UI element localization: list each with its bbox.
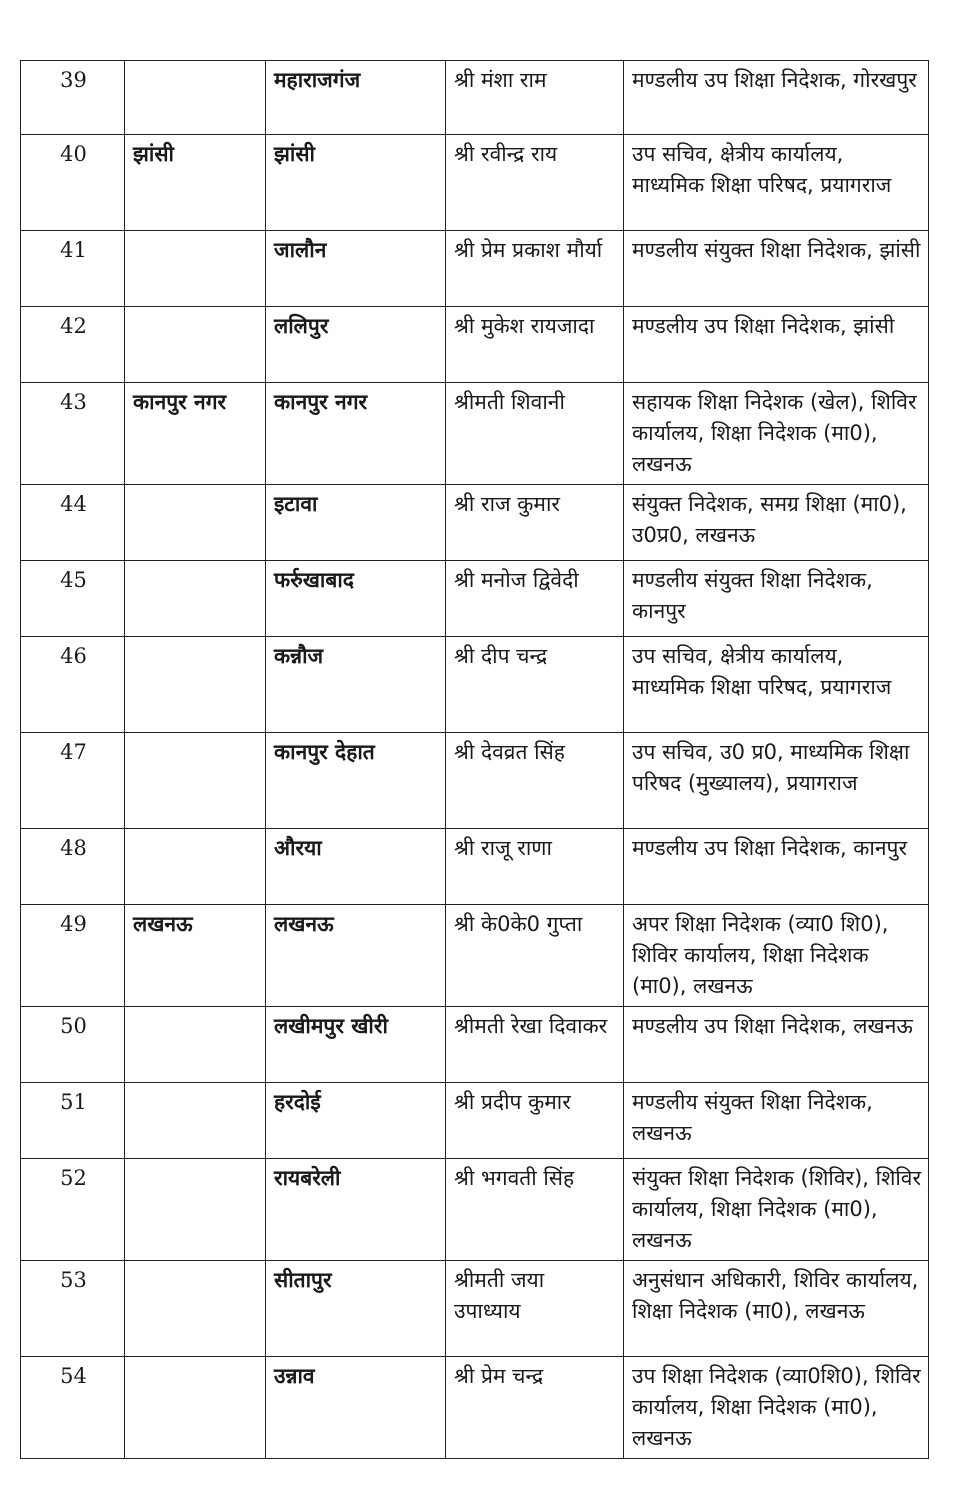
- officer-name-cell: श्री राजू राणा: [446, 829, 624, 905]
- district-cell: लखीमपुर खीरी: [266, 1007, 446, 1083]
- district-cell: कानपुर देहात: [266, 733, 446, 829]
- table-row: [21, 61, 929, 135]
- table-row: [21, 733, 929, 829]
- division-cell: [125, 61, 266, 135]
- division-cell: [125, 829, 266, 905]
- officer-name-cell: श्री राज कुमार: [446, 485, 624, 561]
- serial-number-cell: 46: [21, 637, 125, 733]
- district-cell: रायबरेली: [266, 1159, 446, 1261]
- designation-cell: सहायक शिक्षा निदेशक (खेल), शिविर कार्यालय, शिक्षा निदेशक (मा0), लखनऊ: [624, 383, 929, 485]
- officer-name-cell: श्री रवीन्द्र राय: [446, 135, 624, 231]
- table-row: [21, 135, 929, 231]
- table-row: [21, 561, 929, 637]
- designation-cell: मण्डलीय संयुक्त शिक्षा निदेशक, कानपुर: [624, 561, 929, 637]
- designation-cell: संयुक्त शिक्षा निदेशक (शिविर), शिविर कार्यालय, शिक्षा निदेशक (मा0), लखनऊ: [624, 1159, 929, 1261]
- table-row: [21, 637, 929, 733]
- district-cell: इटावा: [266, 485, 446, 561]
- officer-name-cell: श्री दीप चन्द्र: [446, 637, 624, 733]
- table-row: [21, 905, 929, 1007]
- designation-cell: मण्डलीय संयुक्त शिक्षा निदेशक, झांसी: [624, 231, 929, 307]
- district-cell: ललिपुर: [266, 307, 446, 383]
- division-cell: [125, 637, 266, 733]
- table-row: [21, 1159, 929, 1261]
- serial-number-cell: 44: [21, 485, 125, 561]
- designation-cell: मण्डलीय उप शिक्षा निदेशक, कानपुर: [624, 829, 929, 905]
- district-cell: जालौन: [266, 231, 446, 307]
- division-cell: [125, 231, 266, 307]
- division-cell: लखनऊ: [125, 905, 266, 1007]
- officer-assignment-table: [20, 60, 929, 1459]
- officer-name-cell: श्री देवव्रत सिंह: [446, 733, 624, 829]
- division-cell: झांसी: [125, 135, 266, 231]
- serial-number-cell: 47: [21, 733, 125, 829]
- serial-number-cell: 43: [21, 383, 125, 485]
- designation-cell: मण्डलीय उप शिक्षा निदेशक, झांसी: [624, 307, 929, 383]
- officer-name-cell: श्री मुकेश रायजादा: [446, 307, 624, 383]
- officer-name-cell: श्री प्रेम चन्द्र: [446, 1357, 624, 1459]
- designation-cell: उप सचिव, क्षेत्रीय कार्यालय, माध्यमिक शिक्षा परिषद, प्रयागराज: [624, 637, 929, 733]
- table-row: [21, 1357, 929, 1459]
- table-row: [21, 383, 929, 485]
- serial-number-cell: 40: [21, 135, 125, 231]
- serial-number-cell: 54: [21, 1357, 125, 1459]
- serial-number-cell: 50: [21, 1007, 125, 1083]
- district-cell: लखनऊ: [266, 905, 446, 1007]
- district-cell: फर्रुखाबाद: [266, 561, 446, 637]
- district-cell: हरदोई: [266, 1083, 446, 1159]
- serial-number-cell: 48: [21, 829, 125, 905]
- serial-number-cell: 42: [21, 307, 125, 383]
- designation-cell: मण्डलीय उप शिक्षा निदेशक, गोरखपुर: [624, 61, 929, 135]
- serial-number-cell: 39: [21, 61, 125, 135]
- serial-number-cell: 45: [21, 561, 125, 637]
- officer-name-cell: श्रीमती शिवानी: [446, 383, 624, 485]
- division-cell: [125, 1083, 266, 1159]
- designation-cell: उप सचिव, उ0 प्र0, माध्यमिक शिक्षा परिषद (मुख्यालय), प्रयागराज: [624, 733, 929, 829]
- serial-number-cell: 51: [21, 1083, 125, 1159]
- serial-number-cell: 49: [21, 905, 125, 1007]
- district-cell: सीतापुर: [266, 1261, 446, 1357]
- district-cell: औरया: [266, 829, 446, 905]
- serial-number-cell: 41: [21, 231, 125, 307]
- officer-name-cell: श्री भगवती सिंह: [446, 1159, 624, 1261]
- serial-number-cell: 52: [21, 1159, 125, 1261]
- officer-name-cell: श्री मनोज द्विवेदी: [446, 561, 624, 637]
- division-cell: [125, 1007, 266, 1083]
- division-cell: [125, 1159, 266, 1261]
- designation-cell: उप शिक्षा निदेशक (व्या0शि0), शिविर कार्यालय, शिक्षा निदेशक (मा0), लखनऊ: [624, 1357, 929, 1459]
- officer-name-cell: श्री प्रेम प्रकाश मौर्या: [446, 231, 624, 307]
- district-cell: कन्नौज: [266, 637, 446, 733]
- division-cell: [125, 733, 266, 829]
- division-cell: [125, 307, 266, 383]
- officer-name-cell: श्रीमती जया उपाध्याय: [446, 1261, 624, 1357]
- division-cell: [125, 1357, 266, 1459]
- serial-number-cell: 53: [21, 1261, 125, 1357]
- table-row: [21, 231, 929, 307]
- table-row: [21, 1083, 929, 1159]
- designation-cell: संयुक्त निदेशक, समग्र शिक्षा (मा0), उ0प्र0, लखनऊ: [624, 485, 929, 561]
- table-body: [21, 61, 929, 1459]
- officer-name-cell: श्री प्रदीप कुमार: [446, 1083, 624, 1159]
- officer-name-cell: श्री मंशा राम: [446, 61, 624, 135]
- table-row: [21, 829, 929, 905]
- district-cell: झांसी: [266, 135, 446, 231]
- designation-cell: उप सचिव, क्षेत्रीय कार्यालय, माध्यमिक शिक्षा परिषद, प्रयागराज: [624, 135, 929, 231]
- officer-name-cell: श्रीमती रेखा दिवाकर: [446, 1007, 624, 1083]
- table-row: [21, 485, 929, 561]
- table-row: [21, 1261, 929, 1357]
- division-cell: [125, 561, 266, 637]
- table-row: [21, 1007, 929, 1083]
- designation-cell: मण्डलीय उप शिक्षा निदेशक, लखनऊ: [624, 1007, 929, 1083]
- division-cell: [125, 1261, 266, 1357]
- designation-cell: अनुसंधान अधिकारी, शिविर कार्यालय, शिक्षा निदेशक (मा0), लखनऊ: [624, 1261, 929, 1357]
- table-row: [21, 307, 929, 383]
- division-cell: [125, 485, 266, 561]
- division-cell: कानपुर नगर: [125, 383, 266, 485]
- officer-name-cell: श्री के0के0 गुप्ता: [446, 905, 624, 1007]
- district-cell: कानपुर नगर: [266, 383, 446, 485]
- designation-cell: मण्डलीय संयुक्त शिक्षा निदेशक, लखनऊ: [624, 1083, 929, 1159]
- district-cell: महाराजगंज: [266, 61, 446, 135]
- designation-cell: अपर शिक्षा निदेशक (व्या0 शि0), शिविर कार्यालय, शिक्षा निदेशक (मा0), लखनऊ: [624, 905, 929, 1007]
- district-cell: उन्नाव: [266, 1357, 446, 1459]
